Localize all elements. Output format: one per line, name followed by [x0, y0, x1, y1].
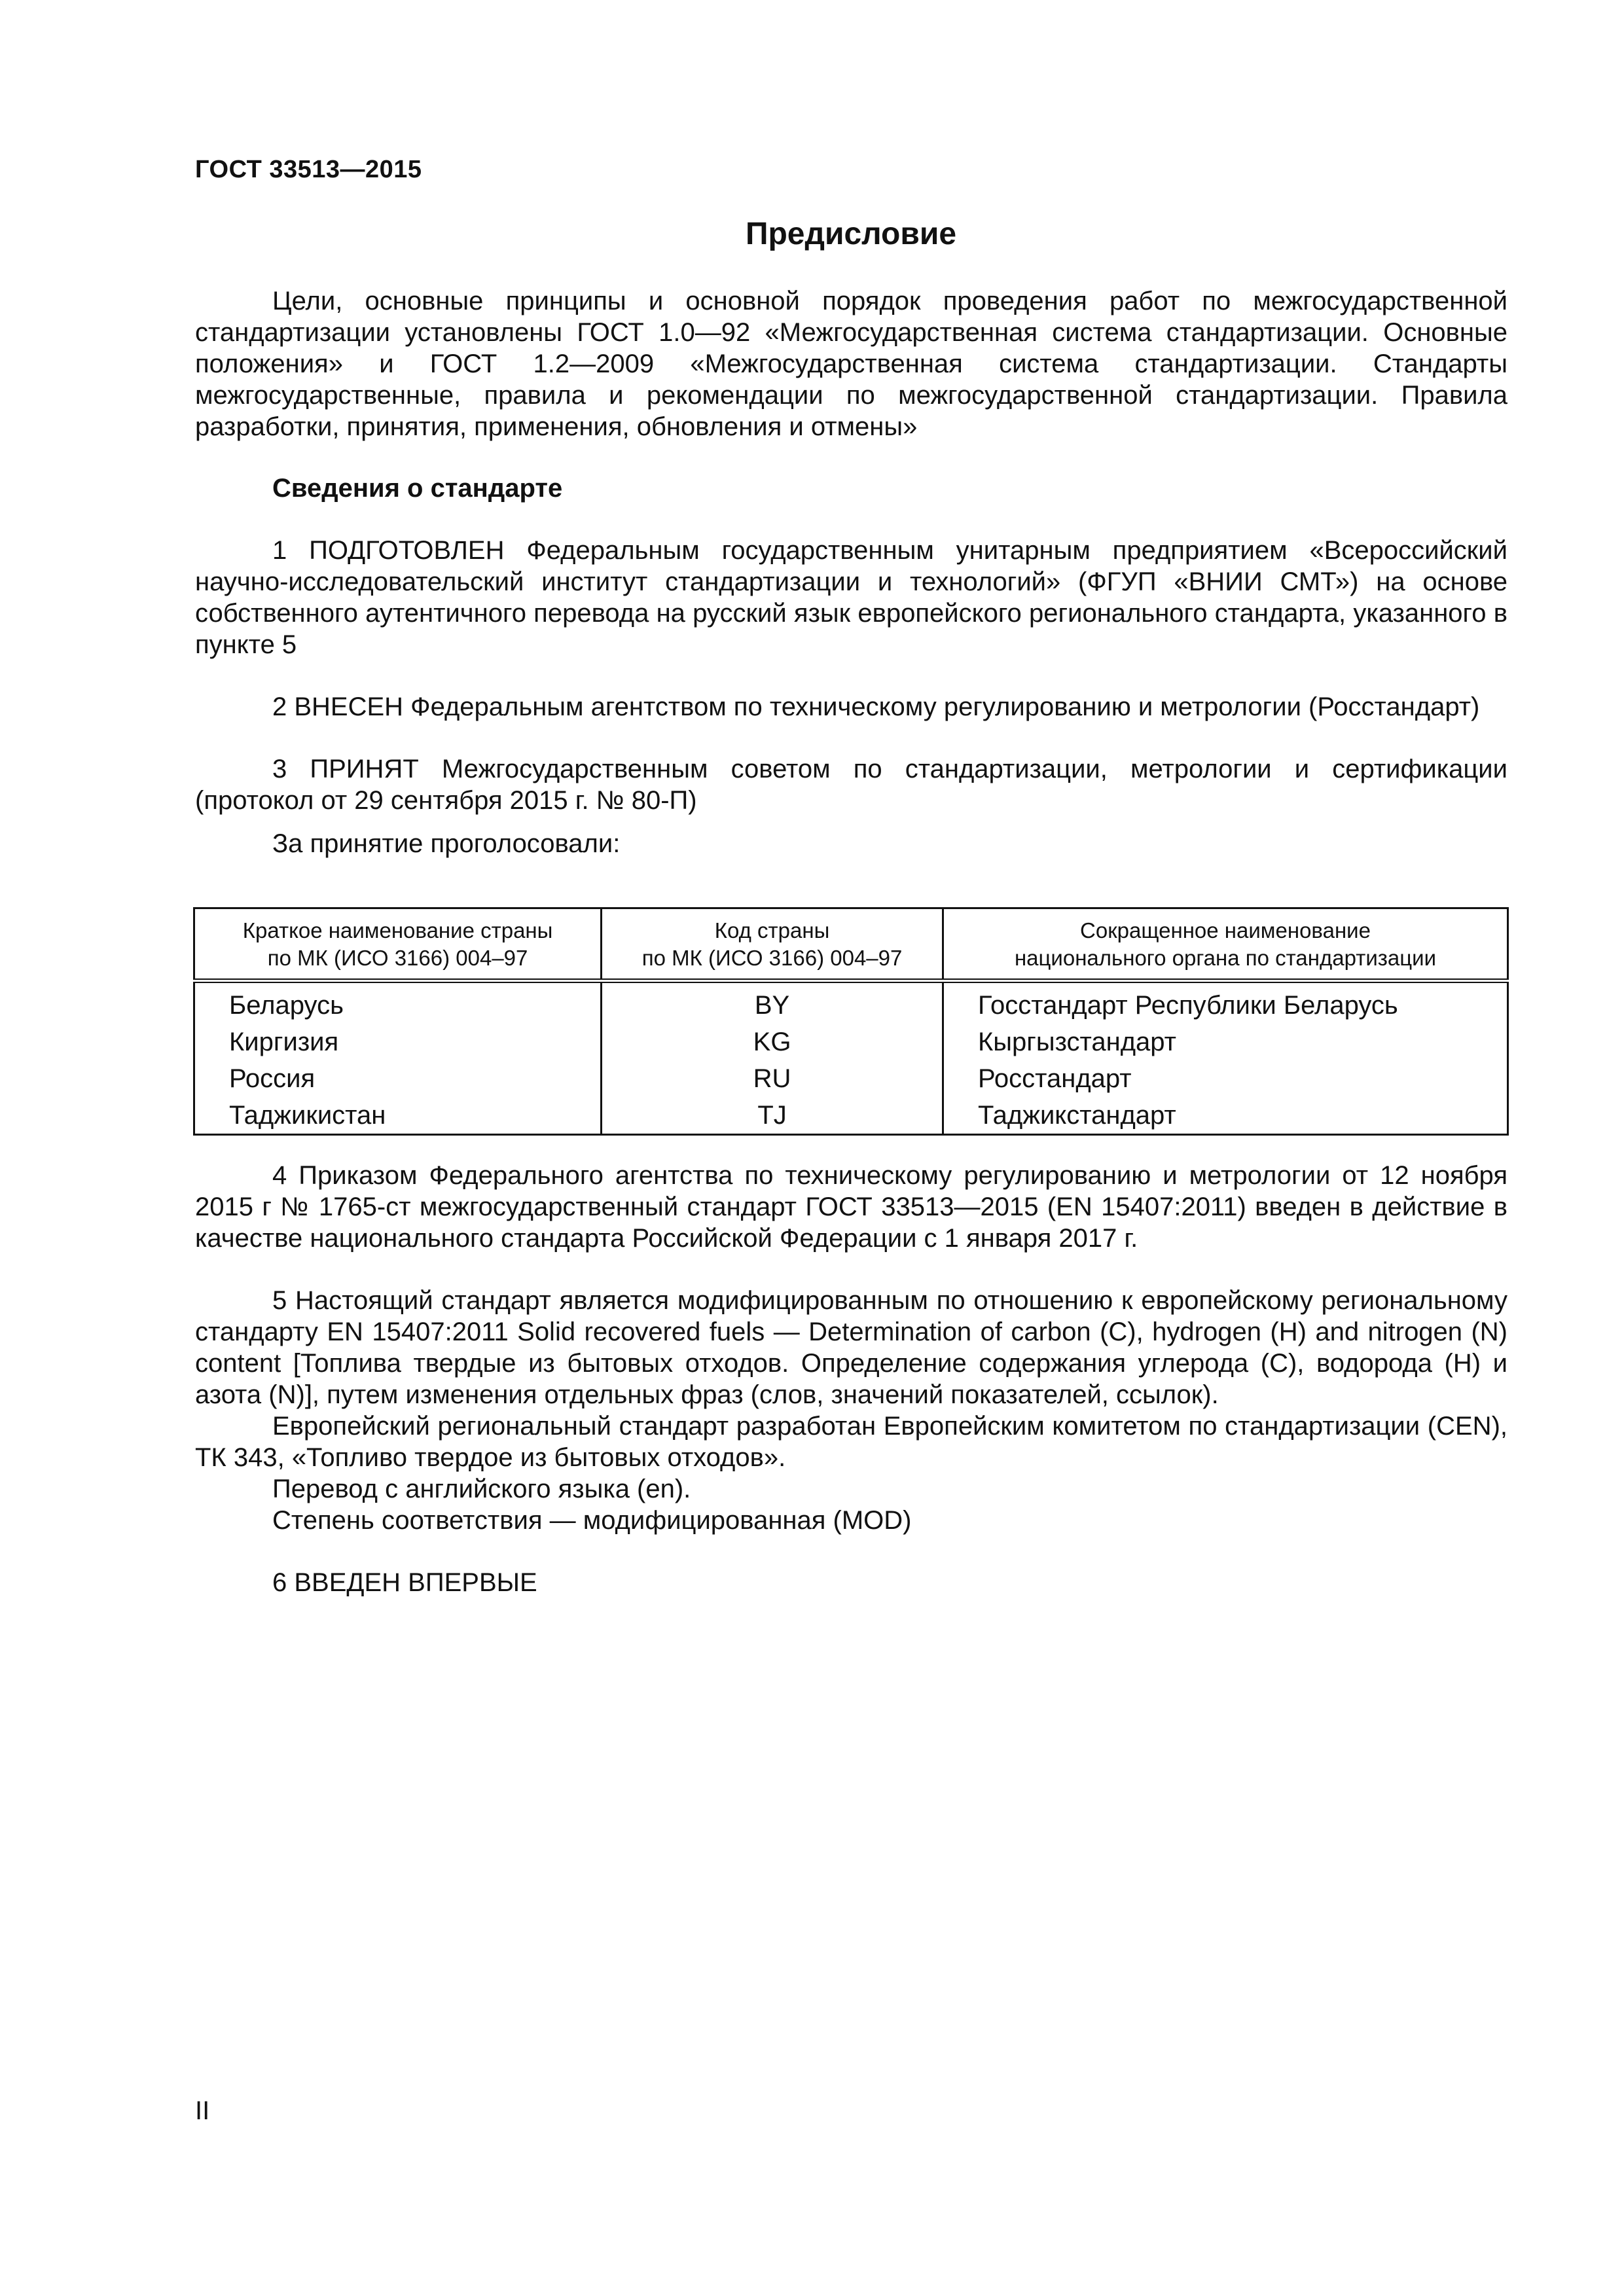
code-cell: RU — [602, 1060, 943, 1097]
page-number: II — [195, 2096, 210, 2125]
org-cell: Госстандарт Республики Беларусь — [943, 981, 1507, 1024]
intro-block — [195, 285, 1507, 442]
standard-info-heading: Сведения о стандарте — [272, 474, 563, 503]
country-cell: Киргизия — [229, 1028, 339, 1056]
code-cell: BY — [602, 981, 943, 1024]
table-row — [194, 981, 1508, 1024]
table-row — [194, 1097, 1508, 1135]
code-cell: TJ — [602, 1097, 943, 1135]
voted-label: За принятие проголосовали: — [272, 829, 621, 858]
item-5-degree-line: Степень соответствия — модифицированная (MOD) — [272, 1506, 912, 1535]
voting-table — [193, 907, 1509, 1136]
org-cell: Росстандарт — [943, 1060, 1507, 1097]
org-cell: Кыргызстандарт — [943, 1024, 1507, 1060]
item-6-paragraph: 6 ВВЕДЕН ВПЕРВЫЕ — [272, 1568, 537, 1597]
item-5-cen-paragraph: Европейский региональный стандарт разработан Европейским комитетом по стандартизации (CEN), ТК 343, «Топливо твердое из бытовых отходов». — [195, 1412, 1507, 1472]
table-header-row — [194, 908, 1508, 981]
country-cell: Беларусь — [229, 991, 344, 1020]
document-code-header: ГОСТ 33513—2015 — [195, 156, 422, 183]
col-org-header: Сокращенное наименование национального органа по стандартизации — [943, 908, 1507, 981]
adoption-info-block — [195, 1160, 1507, 1598]
country-cell: Россия — [229, 1064, 316, 1093]
item-1-paragraph: 1 ПОДГОТОВЛЕН Федеральным государственным унитарным предприятием «Всероссийский научно-исследовательский институт стандартизации и технологий» (ФГУП «ВНИИ СМТ») на основе собственного аутентичного перевода на русский язык европейского регионального стандарта, указанного в пункте 5 — [195, 536, 1507, 659]
item-2-paragraph: 2 ВНЕСЕН Федеральным агентством по техническому регулированию и метрологии (Росстандарт) — [272, 692, 1480, 721]
item-3-paragraph: 3 ПРИНЯТ Межгосударственным советом по стандартизации, метрологии и сертификации (протокол от 29 сентября 2015 г. № 80-П) — [195, 755, 1507, 815]
item-5-translation-line: Перевод с английского языка (en). — [272, 1475, 691, 1503]
page-title: Предисловие — [745, 217, 957, 251]
country-cell: Таджикистан — [229, 1101, 386, 1130]
table-row — [194, 1060, 1508, 1097]
code-cell: KG — [602, 1024, 943, 1060]
standard-info-block — [195, 473, 1507, 859]
col-code-header: Код страны по МК (ИСО 3166) 004–97 — [602, 908, 943, 981]
intro-paragraph: Цели, основные принципы и основной порядок проведения работ по межгосударственной стандартизации установлены ГОСТ 1.0—92 «Межгосударственная система стандартизации. Основные положения» и ГОСТ 1.2—2009 «Межгосударственная система стандартизации. Стандарты межгосударственные, правила и рекомендации по межгосударственной стандартизации. Правила разработки, принятия, применения, обновления и отмены» — [195, 287, 1507, 441]
org-cell: Таджикстандарт — [943, 1097, 1507, 1135]
col-country-header: Краткое наименование страны по МК (ИСО 3166) 004–97 — [194, 908, 602, 981]
item-4-paragraph: 4 Приказом Федерального агентства по техническому регулированию и метрологии от 12 ноября 2015 г № 1765-ст межгосударственный стандарт ГОСТ 33513—2015 (EN 15407:2011) введен в действие в качестве национального стандарта Российской Федерации с 1 января 2017 г. — [195, 1161, 1507, 1253]
item-5-paragraph: 5 Настоящий стандарт является модифицированным по отношению к европейскому региональному стандарту EN 15407:2011 Solid recovered fuels — Determination of carbon (C), hydrogen (H) and nitrogen (N) content [Топлива твердые из бытовых отходов. Определение содержания углерода (C), водорода (H) и азота (N)], путем изменения отдельных фраз (слов, значений показателей, ссылок). — [195, 1286, 1507, 1409]
table-row — [194, 1024, 1508, 1060]
